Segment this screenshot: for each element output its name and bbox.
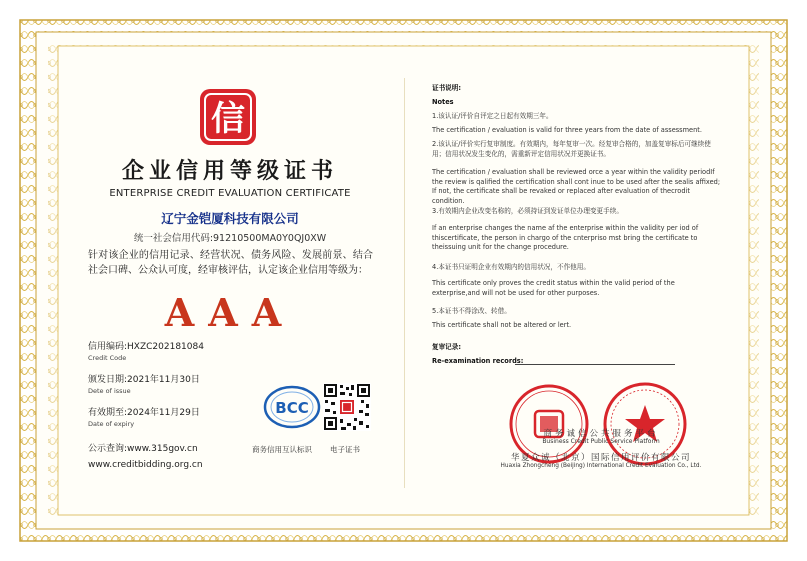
credit-code-label-en: Credit Code xyxy=(88,354,127,362)
recheck-heading-en: Re-examination records: xyxy=(432,357,524,365)
expiry-date-label-en: Date of expiry xyxy=(88,420,135,428)
credit-grade: AAA xyxy=(164,290,296,335)
recheck-heading-cn: 复审记录: xyxy=(432,343,462,351)
company-name: 辽宁金铠厦科技有限公司 xyxy=(161,211,299,226)
query-url-1[interactable]: 公示查询:www.315gov.cn xyxy=(88,444,198,454)
issue-date-field xyxy=(88,375,200,397)
recheck-line xyxy=(515,364,675,365)
qr-code-icon[interactable] xyxy=(323,383,371,431)
credit-logo-icon xyxy=(197,86,259,148)
platform-name-en: Business Credit Public Service Platform xyxy=(542,438,660,445)
note-3-en: If an enterprise changes the name af the enterprise within the validity per iod of thiscertificate, the person in chargo of the cnterpriso mst bring the certificate to theissuing unit for the change procedure. xyxy=(432,224,699,251)
note-2-en: The certification / evaluation shall be reviewed orce a year within the validity periodIf the review is qalified the certification shall cont inue to be used after the sealis affixed; If not, the certificate shall be revaked or replaced after evaluation of thecrodit condition. xyxy=(432,168,721,205)
notes-heading-en: Notes xyxy=(432,98,454,106)
bcc-caption: 商务信用互认标识 xyxy=(252,445,312,454)
query-url-2[interactable]: www.creditbidding.org.cn xyxy=(88,460,203,470)
expiry-date-value: 有效期至:2024年11月29日 xyxy=(88,408,200,418)
expiry-date-field xyxy=(88,408,200,430)
bcc-logo-icon xyxy=(262,382,322,432)
note-1-cn: 1.该认证/评价自评定之日起有效期三年。 xyxy=(432,112,553,120)
credit-code-value: 信用编码:HXZC202181084 xyxy=(88,342,204,352)
issuer-name-cn: 华夏众诚（北京）国际信用评价有限公司 xyxy=(510,453,691,463)
platform-name-cn: 商务诚信公共服务平台 xyxy=(543,429,659,439)
note-2-cn: 2.该认证/评价实行复审制度。有效期内，每年复审一次。经复审合格的，加盖复审标后可继续使用；信用状况发生变化的，需重新评定信用状况并更换证书。 xyxy=(432,140,711,158)
note-1-en: The certification / evaluation is valid for three years from the date of assessment. xyxy=(432,126,702,134)
query-field xyxy=(88,444,203,471)
note-4-cn: 4.本证书只证明企业有效期内的信用状况，不作他用。 xyxy=(432,263,590,271)
note-4-en: This certificate only proves the credit status within the valid period of the exterprise,and will not be used for other purposes. xyxy=(432,279,675,297)
issue-date-label-en: Dete of issue xyxy=(88,387,131,395)
credit-code-field xyxy=(88,342,204,364)
issuer-name-en: Huaxia Zhongcheng (Beijing) International Credit Evaluation Co., Ltd. xyxy=(500,463,702,469)
qr-caption: 电子证书 xyxy=(330,445,360,454)
note-3-cn: 3.有效期内企业改变名称的，必须持证到发证单位办理变更手续。 xyxy=(432,207,623,215)
note-5-cn: 5.本证书不得涂改、转借。 xyxy=(432,307,511,315)
note-5-en: This certificate shall not be altered or lert. xyxy=(432,321,572,329)
issue-date-value: 颁发日期:2021年11月30日 xyxy=(88,375,200,385)
center-divider xyxy=(404,78,405,488)
certificate-title: 企业信用等级证书 xyxy=(121,158,338,184)
svg-text:BCC: BCC xyxy=(275,399,309,417)
svg-text:信: 信 xyxy=(211,99,245,139)
unified-credit-code: 统一社会信用代码:91210500MA0Y0QJ0XW xyxy=(133,233,327,244)
certificate-body: 针对该企业的信用记录、经营状况、债务风险、发展前景、结合社会口碑、公众认可度，经审核评估，认定该企业信用等级为： xyxy=(88,250,373,276)
notes-heading-cn: 证书说明: xyxy=(432,84,462,92)
certificate-title-en: ENTERPRISE CREDIT EVALUATION CERTIFICATE xyxy=(109,188,351,199)
